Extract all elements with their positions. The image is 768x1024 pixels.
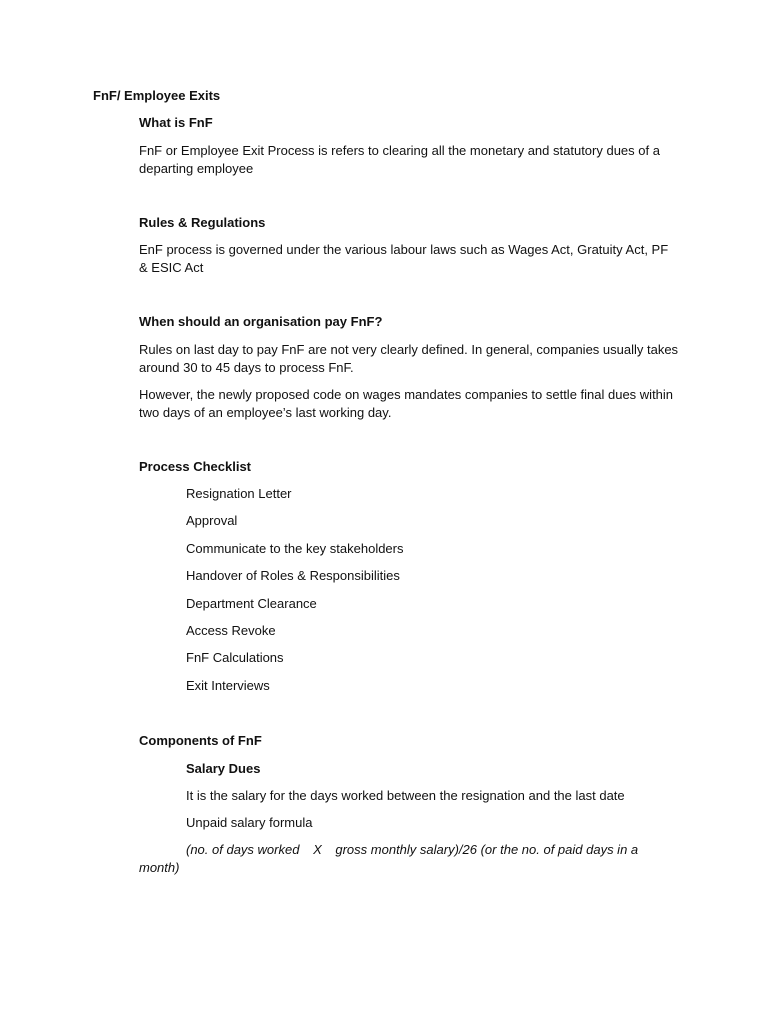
checklist-item: Approval [186,513,238,529]
checklist-item: Exit Interviews [186,677,270,693]
checklist-item: Communicate to the key stakeholders [186,540,404,556]
section-heading-checklist: Process Checklist [139,459,252,474]
process-checklist [186,485,404,704]
unpaid-salary-formula [186,841,638,859]
what-is-fnf-body: FnF or Employee Exit Process is refers to clearing all the monetary and statutory dues of a departing employee [139,143,660,176]
rules-body: EnF process is governed under the various labour laws such as Wages Act, Gratuity Act, PF & ESIC Act [139,242,669,275]
when-pay-body-2: However, the newly proposed code on wages mandates companies to settle final dues within two days of an employee’s last working day. [139,387,674,420]
checklist-item: Handover of Roles & Responsibilities [186,568,400,584]
formula-part-1: (no. of days worked [186,842,300,857]
checklist-item: FnF Calculations [186,650,284,666]
formula-operator: X [313,842,322,857]
checklist-item: Access Revoke [186,622,276,638]
formula-continuation: month) [139,860,180,875]
salary-dues-description: It is the salary for the days worked between the resignation and the last date [186,788,625,803]
section-heading-components: Components of FnF [139,733,262,748]
section-heading-what-is-fnf: What is FnF [139,115,213,130]
checklist-item: Resignation Letter [186,486,292,501]
when-pay-body-1: Rules on last day to pay FnF are not very clearly defined. In general, companies usually takes around 30 to 45 days to process FnF. [139,342,679,375]
subheading-salary-dues: Salary Dues [186,761,261,776]
formula-part-2: gross monthly salary)/26 (or the no. of paid days in a [335,842,639,857]
checklist-item: Department Clearance [186,595,317,611]
section-heading-when-pay: When should an organisation pay FnF? [139,314,383,329]
unpaid-salary-formula-label: Unpaid salary formula [186,815,313,830]
document-title: FnF/ Employee Exits [93,88,221,103]
section-heading-rules: Rules & Regulations [139,215,266,230]
